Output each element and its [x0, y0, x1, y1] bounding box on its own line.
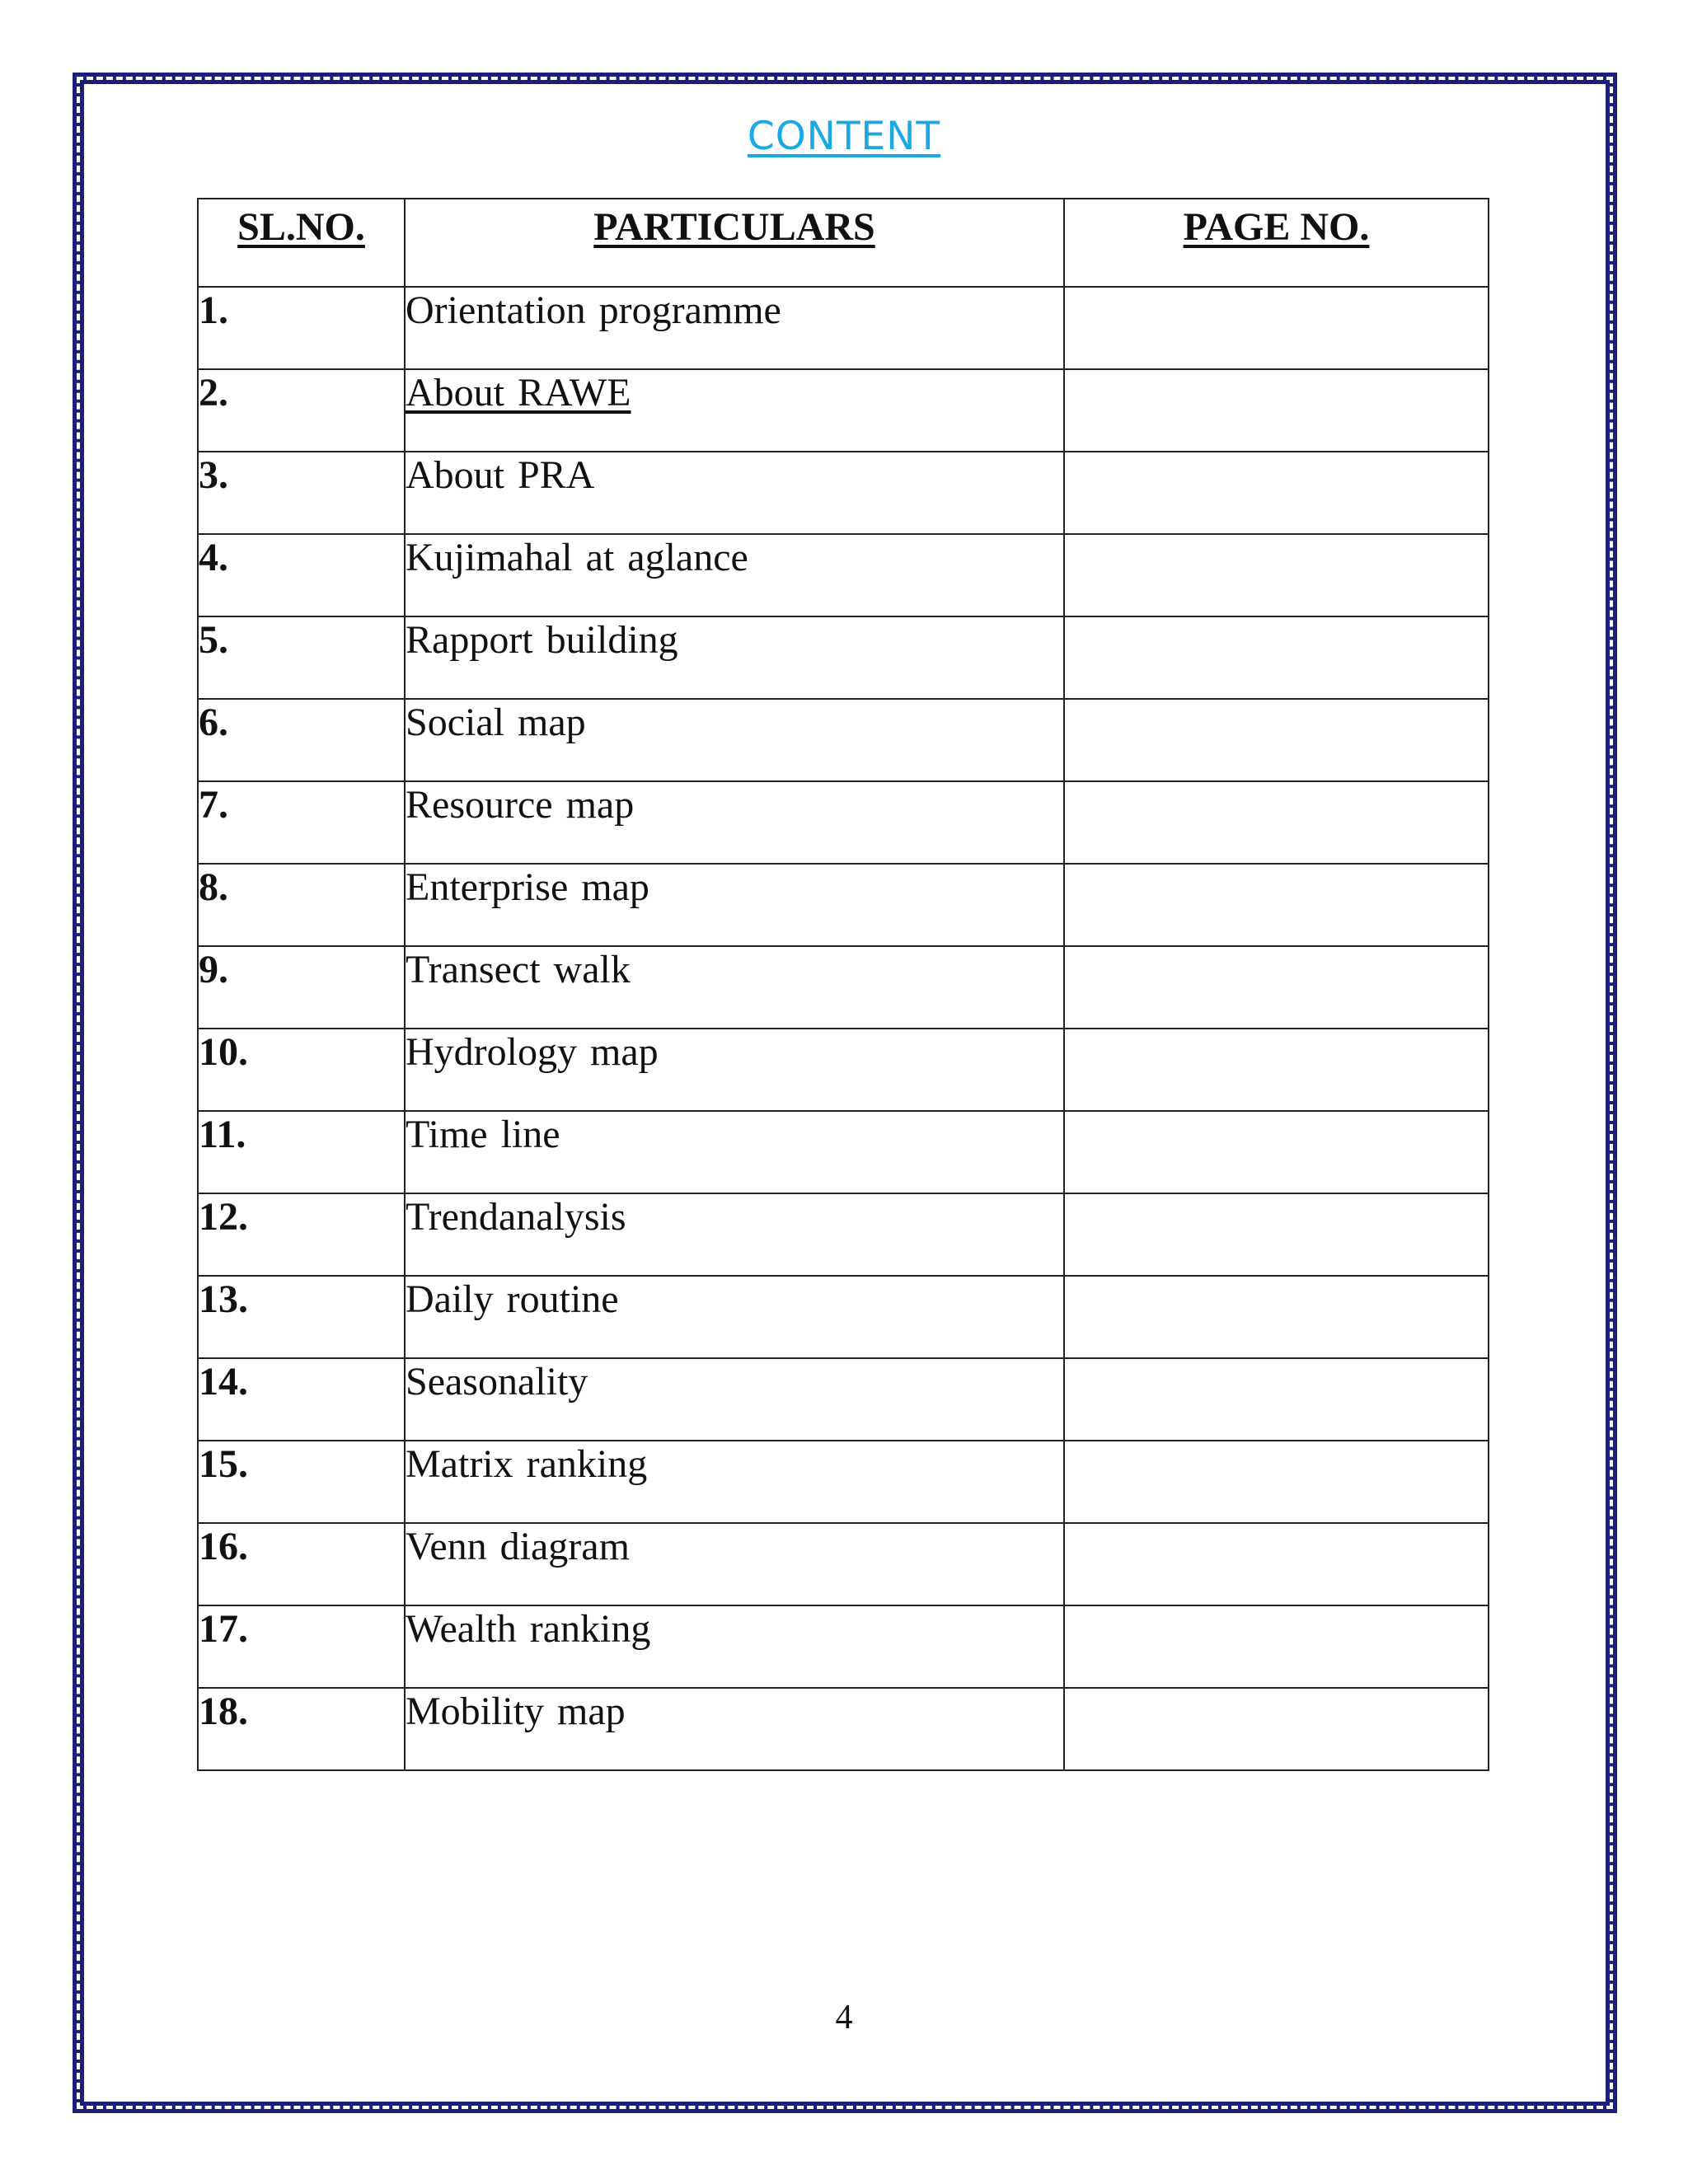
sl-cell: 5. — [198, 616, 405, 699]
header-sl-no: SL.NO. — [198, 199, 405, 287]
particular-cell: Daily routine — [405, 1276, 1064, 1358]
table-row — [198, 1441, 1489, 1523]
table-row — [198, 781, 1489, 864]
page-cell — [1064, 1688, 1489, 1770]
particular-cell-link[interactable]: About RAWE — [405, 369, 1064, 452]
table-header-row — [198, 199, 1489, 287]
sl-cell: 15. — [198, 1441, 405, 1523]
sl-cell: 17. — [198, 1605, 405, 1688]
table-row — [198, 1193, 1489, 1276]
particular-cell: Wealth ranking — [405, 1605, 1064, 1688]
sl-cell: 7. — [198, 781, 405, 864]
header-particulars: PARTICULARS — [405, 199, 1064, 287]
page-cell — [1064, 1276, 1489, 1358]
page-cell — [1064, 1111, 1489, 1193]
table-row — [198, 699, 1489, 781]
page-cell — [1064, 1358, 1489, 1441]
page-cell — [1064, 1441, 1489, 1523]
particular-cell: Rapport building — [405, 616, 1064, 699]
page-cell — [1064, 534, 1489, 616]
table-row — [198, 1029, 1489, 1111]
sl-cell: 6. — [198, 699, 405, 781]
page-cell — [1064, 699, 1489, 781]
table-row — [198, 864, 1489, 946]
sl-cell: 9. — [198, 946, 405, 1029]
contents-table — [197, 198, 1489, 1771]
sl-cell: 11. — [198, 1111, 405, 1193]
particular-cell: About PRA — [405, 452, 1064, 534]
particular-cell: Hydrology map — [405, 1029, 1064, 1111]
particular-cell: Venn diagram — [405, 1523, 1064, 1605]
table-row — [198, 1605, 1489, 1688]
page-cell — [1064, 781, 1489, 864]
sl-cell: 16. — [198, 1523, 405, 1605]
table-row — [198, 534, 1489, 616]
table-row — [198, 616, 1489, 699]
sl-cell: 1. — [198, 287, 405, 369]
sl-cell: 8. — [198, 864, 405, 946]
table-row — [198, 1276, 1489, 1358]
table-row — [198, 369, 1489, 452]
particular-cell: Mobility map — [405, 1688, 1064, 1770]
page-cell — [1064, 452, 1489, 534]
sl-cell: 18. — [198, 1688, 405, 1770]
page-number: 4 — [835, 1999, 853, 2036]
particular-cell: Social map — [405, 699, 1064, 781]
sl-cell: 13. — [198, 1276, 405, 1358]
table-row — [198, 1358, 1489, 1441]
table-row — [198, 1688, 1489, 1770]
page-cell — [1064, 616, 1489, 699]
particular-cell: Time line — [405, 1111, 1064, 1193]
particular-cell: Transect walk — [405, 946, 1064, 1029]
header-page-no: PAGE NO. — [1064, 199, 1489, 287]
particular-cell: Resource map — [405, 781, 1064, 864]
page-cell — [1064, 1605, 1489, 1688]
page-cell — [1064, 946, 1489, 1029]
sl-cell: 10. — [198, 1029, 405, 1111]
table-row — [198, 1111, 1489, 1193]
particular-cell: Seasonality — [405, 1358, 1064, 1441]
sl-cell: 2. — [198, 369, 405, 452]
sl-cell: 3. — [198, 452, 405, 534]
page-cell — [1064, 1193, 1489, 1276]
particular-cell: Orientation programme — [405, 287, 1064, 369]
page-cell — [1064, 369, 1489, 452]
particular-cell: Kujimahal at aglance — [405, 534, 1064, 616]
page-cell — [1064, 1523, 1489, 1605]
sl-cell: 14. — [198, 1358, 405, 1441]
sl-cell: 4. — [198, 534, 405, 616]
table-row — [198, 287, 1489, 369]
sl-cell: 12. — [198, 1193, 405, 1276]
page-cell — [1064, 287, 1489, 369]
page-cell — [1064, 1029, 1489, 1111]
table-row — [198, 1523, 1489, 1605]
particular-cell: Trendanalysis — [405, 1193, 1064, 1276]
particular-cell: Matrix ranking — [405, 1441, 1064, 1523]
table-row — [198, 452, 1489, 534]
page-title: CONTENT — [747, 114, 941, 159]
page-cell — [1064, 864, 1489, 946]
table-row — [198, 946, 1489, 1029]
particular-cell: Enterprise map — [405, 864, 1064, 946]
